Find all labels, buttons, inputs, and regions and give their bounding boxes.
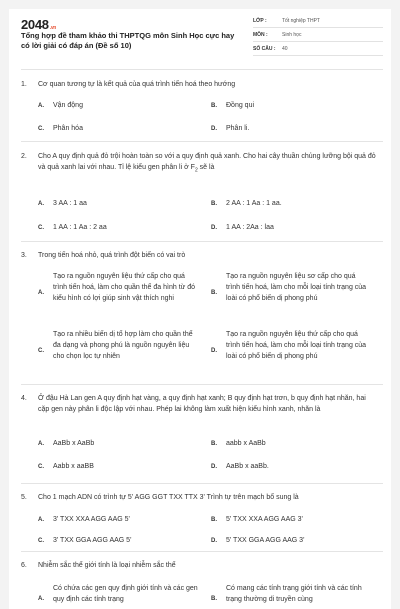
option-d[interactable] <box>211 461 269 473</box>
option-b[interactable] <box>211 438 266 450</box>
option-b[interactable] <box>211 100 254 112</box>
option-text: 1 AA : 2Aa : laa <box>226 224 274 231</box>
logo-text: 2048 <box>21 17 49 32</box>
option-letter: C. <box>38 225 44 231</box>
question-number: 1. <box>21 81 27 88</box>
meta-label: MÔN : <box>253 31 268 38</box>
option-letter: D. <box>211 348 217 354</box>
option-text: 1 AA : 1 Aa : 2 aa <box>53 224 107 231</box>
meta-value: 40 <box>282 45 288 52</box>
option-d[interactable] <box>211 123 249 135</box>
option-text: Tạo ra nhiều biến dị tổ hợp làm cho quần thể đa dạng và phong phú là nguồn nguyên liệu cho chọn lọc tự nhiên <box>53 331 193 360</box>
option-b[interactable] <box>211 271 381 317</box>
divider <box>21 483 383 484</box>
option-letter: C. <box>38 538 44 544</box>
divider <box>21 384 383 385</box>
option-text: 3' TXX XXA AGG AAG 5' <box>53 516 130 523</box>
option-b[interactable] <box>211 198 282 210</box>
option-text: Có mang các tính trạng giới tính và các tính trạng thường di truyền cùng <box>226 585 362 603</box>
logo-suffix: .vn <box>49 25 57 31</box>
option-text: AaBb x AaBb <box>53 440 95 447</box>
meta-value: Sinh học <box>282 31 302 38</box>
option-c[interactable] <box>38 461 94 473</box>
site-logo[interactable] <box>21 17 56 32</box>
option-text: Tạo ra nguồn nguyên liệu thứ cấp cho quá trình tiến hoá, làm cho mỗi loại tính trạng của loài có phổ biến dị phong phú <box>226 331 367 360</box>
meta-label: SỐ CÂU : <box>253 45 276 52</box>
document-meta <box>253 14 383 56</box>
question-number: 4. <box>21 395 27 402</box>
question-text <box>21 79 377 90</box>
divider <box>21 69 383 70</box>
divider <box>21 141 383 142</box>
option-d[interactable] <box>211 535 304 547</box>
option-d[interactable] <box>211 222 274 234</box>
option-text: 3 AA : 1 aa <box>53 200 87 207</box>
question-subscript: 2 <box>194 167 198 174</box>
option-letter: C. <box>38 126 44 132</box>
question-body: Trong tiến hoá nhỏ, quá trình đột biến có vai trò <box>38 252 186 259</box>
meta-label: LỚP : <box>253 17 267 24</box>
option-c[interactable] <box>38 222 107 234</box>
meta-value: Tốt nghiệp THPT <box>282 17 320 24</box>
option-b[interactable] <box>211 583 381 609</box>
question-text <box>21 250 377 261</box>
option-letter: B. <box>211 103 217 109</box>
meta-row-count <box>253 42 383 56</box>
option-letter: A. <box>38 517 44 523</box>
option-d[interactable] <box>211 329 381 375</box>
option-letter: A. <box>38 290 44 296</box>
option-letter: C. <box>38 464 44 470</box>
question-number: 5. <box>21 494 27 501</box>
divider <box>21 551 383 552</box>
question-body: Cho 1 mạch ADN có trình tự 5' AGG GGT TXX TTX 3' Trình tự trên mạch bổ sung là <box>38 494 299 501</box>
option-c[interactable] <box>38 123 83 135</box>
meta-row-subject <box>253 28 383 42</box>
option-letter: B. <box>211 517 217 523</box>
option-b[interactable] <box>211 514 303 526</box>
option-text: Phân hóa <box>53 125 83 132</box>
option-c[interactable] <box>38 535 131 547</box>
document-page <box>9 9 391 609</box>
option-text: 5' TXX GGA AGG AAG 3' <box>226 537 305 544</box>
option-a[interactable] <box>38 583 208 609</box>
option-letter: A. <box>38 441 44 447</box>
question-body: Nhiễm sắc thể giới tính là loại nhiễm sắc thể <box>38 562 176 569</box>
option-text: Tạo ra nguồn nguyên liệu sơ cấp cho quá trình tiến hoá, làm cho mỗi loại tính trạng của loài có phổ biến dị phong phú <box>226 273 367 302</box>
option-text: Phân li. <box>226 125 250 132</box>
question-text-part2: sẽ là <box>197 164 215 171</box>
option-letter: C. <box>38 348 44 354</box>
divider <box>21 241 383 242</box>
option-text: Tạo ra nguồn nguyên liệu thứ cấp cho quá trình tiến hoá, làm cho quần thể đa hình từ đó kiểu hình có lợi giúp sinh vật thích nghi <box>53 273 196 302</box>
question-text <box>21 393 377 413</box>
option-text: Aabb x aaBB <box>53 463 94 470</box>
question-text <box>21 492 377 503</box>
option-text: aabb x AaBb <box>226 440 266 447</box>
question-text <box>21 151 377 174</box>
option-text: Có chứa các gen quy định giới tính và các gen quy định các tính trạng <box>53 585 198 603</box>
question-number: 3. <box>21 252 27 259</box>
option-text: 3' TXX GGA AGG AAG 5' <box>53 537 132 544</box>
option-text: Vận động <box>53 102 83 109</box>
option-letter: A. <box>38 201 44 207</box>
document-title: Tổng hợp đề tham khảo thi THPTQG môn Sinh Học cực hay có lời giải có đáp án (Đề số 10) <box>21 31 235 50</box>
question-body: Cơ quan tương tự là kết quả của quá trình tiến hoá theo hướng <box>38 81 236 88</box>
option-letter: B. <box>211 441 217 447</box>
option-text: 2 AA : 1 Aa : 1 aa. <box>226 200 282 207</box>
option-letter: B. <box>211 596 217 602</box>
question-text <box>21 560 377 571</box>
question-body: Ở đậu Hà Lan gen A quy định hạt vàng, a quy định hạt xanh; B quy định hạt trơn, b quy định hạt nhăn, hai cặp gen này phân li độc lập với nhau. Phép lai không làm xuất hiện kiểu hình xanh, nhăn là <box>38 395 366 413</box>
option-letter: B. <box>211 290 217 296</box>
option-a[interactable] <box>38 198 87 210</box>
option-letter: D. <box>211 538 217 544</box>
option-a[interactable] <box>38 438 94 450</box>
meta-row-grade <box>253 14 383 28</box>
question-number: 6. <box>21 562 27 569</box>
option-text: Đồng qui <box>226 102 255 109</box>
option-text: AaBb x aaBb. <box>226 463 269 470</box>
option-text: 5' TXX XXA AGG AAG 3' <box>226 516 303 523</box>
option-c[interactable] <box>38 329 208 375</box>
option-letter: A. <box>38 596 44 602</box>
option-letter: D. <box>211 225 217 231</box>
option-letter: D. <box>211 126 217 132</box>
document-header <box>9 9 391 69</box>
question-number: 2. <box>21 153 27 160</box>
question-body <box>38 151 378 176</box>
option-a[interactable] <box>38 100 83 112</box>
option-letter: A. <box>38 103 44 109</box>
option-a[interactable] <box>38 271 208 317</box>
option-a[interactable] <box>38 514 130 526</box>
option-letter: B. <box>211 201 217 207</box>
question-text-part1: Cho A quy định quả đỏ trội hoàn toàn so với a quy định quả xanh. Cho hai cây thuần chủng lưỡng bội quả đỏ và quả xanh lai với nhau. Tỉ lệ kiểu gen phân li ở F <box>38 153 376 171</box>
option-letter: D. <box>211 464 217 470</box>
